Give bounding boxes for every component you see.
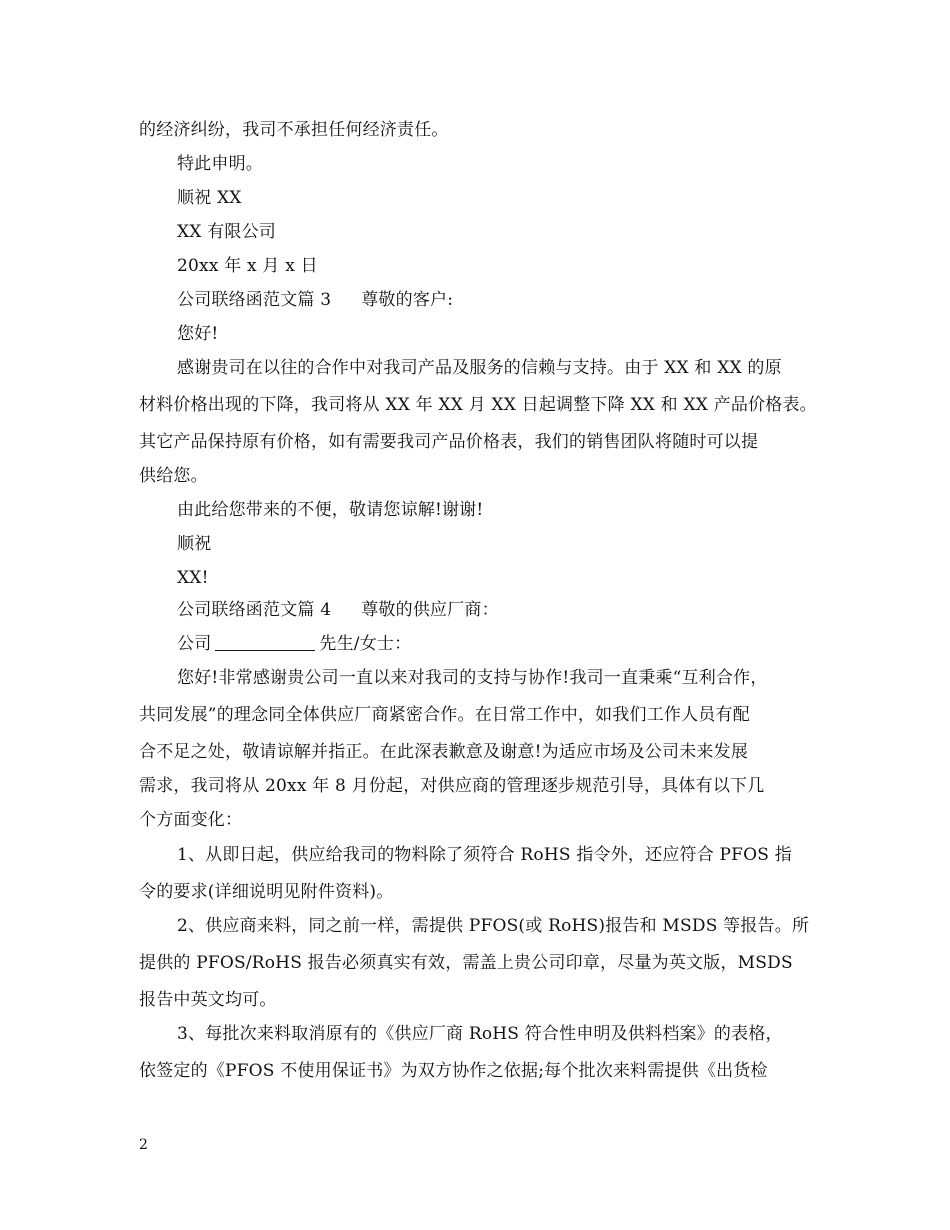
section-heading-line [177,598,499,622]
text-line: 特此申明。 [177,154,263,174]
text-line: XX 有限公司 [177,222,277,242]
section-title: 公司联络函范文篇 4 [177,600,332,620]
text-line: 由此给您带来的不便，敬请您谅解!谢谢! [177,500,484,520]
addressee-line: 公司 先生/女士： [177,634,412,654]
text-line: 顺祝 [177,534,212,554]
section-heading-line [177,288,453,312]
section-title: 公司联络函范文篇 3 [177,290,332,310]
salutation: 尊敬的客户: [361,290,454,310]
salutation: 尊敬的供应厂商： [361,600,499,620]
text-line: 依签定的《PFOS 不使用保证书》为双方协作之依据;每个批次来料需提供《出货检 [139,1061,768,1081]
page-number: 2 [139,1137,148,1153]
text-line: 提供的 PFOS/RoHS 报告必须真实有效，需盖上贵公司印章，尽量为英文版，MSDS [139,953,793,973]
text-line: XX! [177,568,209,588]
text-line: 需求，我司将从 20xx 年 8 月份起，对供应商的管理逐步规范引导，具体有以下几 [139,776,765,796]
text-line: 材料价格出现的下降，我司将从 XX 年 XX 月 XX 日起调整下降 XX 和 XX 产品价格表。 [139,395,817,415]
text-line: 个方面变化： [139,810,243,830]
text-line: 2、供应商来料，同之前一样，需提供 PFOS(或 RoHS)报告和 MSDS 等报告。所 [177,916,810,936]
text-line: 共同发展”的理念同全体供应厂商紧密合作。在日常工作中，如我们工作人员有配 [139,705,750,725]
text-line: 您好!非常感谢贵公司一直以来对我司的支持与协作!我司一直秉乘“互利合作， [177,668,768,688]
text-line: 您好! [177,324,219,344]
text-line: 其它产品保持原有价格，如有需要我司产品价格表，我们的销售团队将随时可以提 [139,432,759,452]
text-line: 供给您。 [139,466,208,486]
text-line: 20xx 年 x 月 x 日 [177,256,318,276]
blank-field [215,634,315,651]
text-line: 1、从即日起，供应给我司的物料除了须符合 RoHS 指令外，还应符合 PFOS 指 [177,845,792,865]
text-line: 令的要求(详细说明见附件资料)。 [139,882,394,902]
text-line: 合不足之处，敬请谅解并指正。在此深表歉意及谢意!为适应市场及公司未来发展 [139,742,749,762]
text-line: 3、每批次来料取消原有的《供应厂商 RoHS 符合性申明及供料档案》的表格， [177,1024,783,1044]
text-line: 的经济纠纷，我司不承担任何经济责任。 [139,120,449,140]
text-line: 顺祝 XX [177,188,242,208]
text-line: 感谢贵司在以往的合作中对我司产品及服务的信赖与支持。由于 XX 和 XX 的原 [177,358,782,378]
text-line: 报告中英文均可。 [139,990,277,1010]
